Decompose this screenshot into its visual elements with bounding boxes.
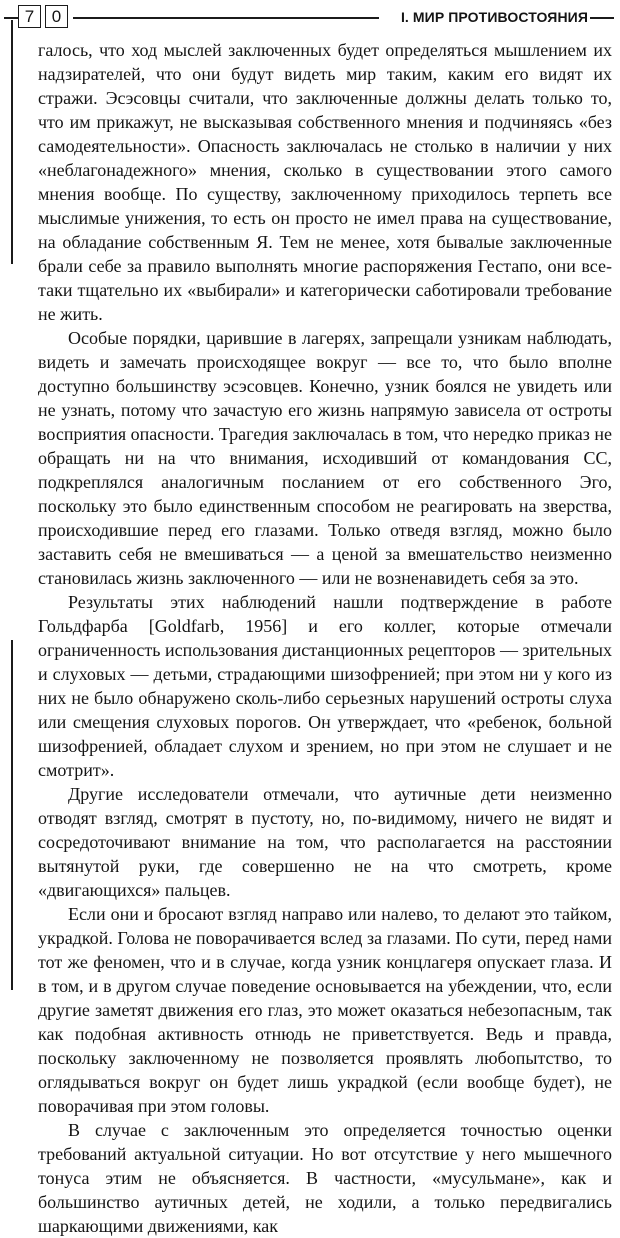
page-number-box-first-digit xyxy=(18,5,41,28)
page-body xyxy=(38,38,612,1238)
paragraph-5: Если они и бросают взгляд направо или налево, то делают это тайком, украдкой. Голова не поворачивается вслед за глазами. По сути, перед нами тот же феномен, что и в случае, когда узник концлагеря опускает глаза. И в том, и в другом случае поведение основывается на убеждении, что, если другие заметят движения его глаз, это может оказаться небезопасным, так как подобная активность отнюдь не приветствуется. Ведь и правда, поскольку заключенному не позволяется проявлять любопытство, то оглядываться вокруг он будет лишь украдкой (если вообще будет), не поворачивая при этом головы. xyxy=(38,904,612,1116)
paragraph-3: Результаты этих наблюдений нашли подтверждение в работе Гольдфарба [Goldfarb, 1956] и его коллег, которые отмечали ограниченность использования дистанционных рецепторов — зрительных и слуховых — детьми, страдающими шизофренией; при этом ни у кого из них не было обнаружено сколь-либо серьезных нарушений остроты слуха или смещения слуховых порогов. Он утверждает, что «ребенок, больной шизофренией, обладает слухом и зрением, но при этом не слушает и не смотрит». xyxy=(38,592,612,780)
header-rule-left xyxy=(4,17,18,19)
header-rule-middle xyxy=(73,17,379,19)
paragraph-2: Особые порядки, царившие в лагерях, запрещали узникам наблюдать, видеть и замечать происходящее вокруг — все то, что было вполне доступно большинству эсэсовцев. Конечно, узник боялся не увидеть или не узнать, потому что зачастую его жизнь напрямую зависела от остроты восприятия опасности. Трагедия заключалась в том, что нередко приказ не обращать ни на что внимания, исходивший от командования СС, подкреплялся аналогичным посланием от его собственного Эго, поскольку это было единственным способом не реагировать на зверства, происходившие перед его глазами. Только отведя взгляд, можно было заставить себя не вмешиваться — а ценой за вмешательство неизменно становилась жизнь заключенного — или не возненавидеть себя за это. xyxy=(38,328,612,588)
paragraph-4: Другие исследователи отмечали, что аутичные дети неизменно отводят взгляд, смотрят в пустоту, но, по-видимому, ничего не видят и сосредоточивают внимание на том, что располагается на расстоянии вытянутой руки, где совершенно не на что смотреть, кроме «двигающихся» пальцев. xyxy=(38,784,612,900)
paragraph-6: В случае с заключенным это определяется точностью оценки требований актуальной ситуации. Но вот отсутствие у него мышечного тонуса этим не объясняется. В частности, «мусульмане», как и большинство аутичных детей, не ходили, а только передвигались шаркающими движениями, как xyxy=(38,1120,612,1236)
side-rule-top xyxy=(11,20,13,264)
header-rule-right xyxy=(590,17,614,19)
paragraph-1: галось, что ход мыслей заключенных будет определяться мышлением их надзирателей, что они будут видеть мир таким, каким его видят их стражи. Эсэсовцы считали, что заключенные должны делать только то, что им прикажут, не высказывая собственного мнения и подчиняясь «без самодеятельности». Опасность заключалась не столько в наличии у них «неблагонадежного» мнения, сколько в существовании этого самого мнения вообще. По существу, заключенному приходилось терпеть все мыслимые унижения, то есть он просто не имел права на существование, на обладание собственным Я. Тем не менее, хотя бывалые заключенные брали себе за правило выполнять многие распоряжения Гестапо, они все-таки тщательно их «выбирали» и категорически саботировали требование не жить. xyxy=(38,40,612,324)
page-number-box-second-digit xyxy=(45,5,68,28)
side-rule-bottom xyxy=(11,640,13,990)
page-number-digit: 7 xyxy=(24,7,35,26)
page-header xyxy=(0,0,620,34)
running-head: I. МИР ПРОТИВОСТОЯНИЯ xyxy=(400,9,588,25)
page-number-digit: 0 xyxy=(51,7,62,26)
